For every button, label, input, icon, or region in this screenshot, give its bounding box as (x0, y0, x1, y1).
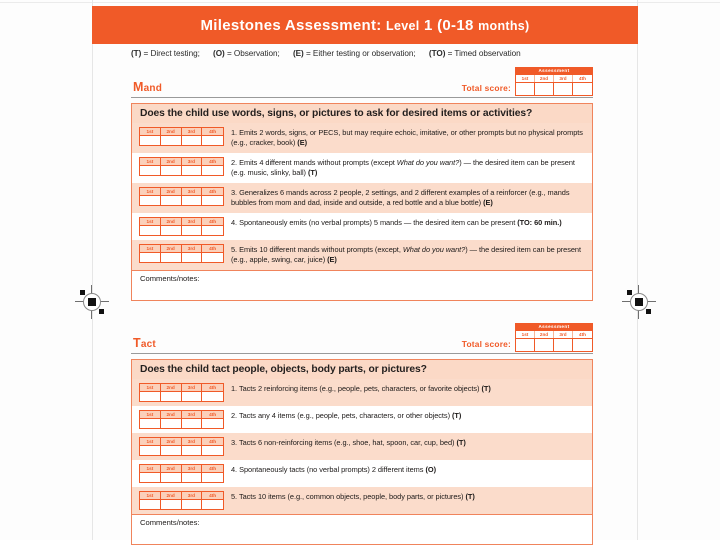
item-text (229, 433, 592, 460)
item-col-4th: 4th (202, 411, 223, 418)
legend-text-t: = Direct testing; (143, 49, 200, 58)
item-row (132, 460, 592, 487)
item-col-2nd: 2nd (161, 245, 182, 252)
item-score-blank-2nd[interactable] (161, 500, 182, 509)
item-score-headers (140, 128, 223, 135)
section-title-mand (133, 80, 162, 94)
legend-entry-direct-testing (131, 49, 200, 58)
item-col-2nd: 2nd (161, 128, 182, 135)
code-legend (131, 49, 593, 58)
registration-mark-quadrant (627, 290, 632, 295)
item-col-4th: 4th (202, 438, 223, 445)
item-code: (O) (425, 465, 436, 474)
score-cell (132, 460, 229, 487)
page-top-rule (0, 2, 720, 3)
item-score-headers (140, 218, 223, 225)
item-score-table (139, 187, 224, 206)
score-cell (132, 183, 229, 213)
item-code: (T) (465, 492, 475, 501)
assessment-score-blanks[interactable] (516, 338, 592, 351)
item-col-2nd: 2nd (161, 492, 182, 499)
assessment-col-3rd: 3rd (554, 331, 573, 338)
item-score-blank-4th[interactable] (202, 196, 223, 205)
registration-mark-dot (635, 298, 643, 306)
item-score-blank-3rd[interactable] (182, 473, 203, 482)
item-score-blank-3rd[interactable] (182, 392, 203, 401)
assessment-col-3rd: 3rd (554, 75, 573, 82)
assessment-table-title: Assessment (516, 68, 592, 74)
item-code: (T) (456, 438, 466, 447)
item-score-blank-1st[interactable] (140, 500, 161, 509)
item-col-1st: 1st (140, 188, 161, 195)
item-text (229, 460, 592, 487)
item-score-table (139, 491, 224, 510)
assessment-score-table-mand (515, 67, 593, 96)
item-col-3rd: 3rd (182, 158, 203, 165)
item-col-1st: 1st (140, 218, 161, 225)
score-cell (132, 213, 229, 240)
item-score-table (139, 157, 224, 176)
item-description-post: ) — the desired item can be present (e.g. music, slinky, ball) (231, 158, 575, 177)
section-title-rest: and (143, 83, 163, 94)
item-text (229, 123, 592, 153)
total-score-blank-4th[interactable] (573, 83, 592, 95)
item-col-2nd: 2nd (161, 438, 182, 445)
total-score-blank-2nd[interactable] (535, 339, 554, 351)
item-description: Generalizes 6 mands across 2 people, 2 settings, and 2 different examples of a reinforcer (e.g., mands bubbles from mom and dad, inside and outside, a red bottle and a blue bottle) (231, 188, 570, 207)
item-row (132, 183, 592, 213)
item-number: 2. (231, 158, 238, 167)
item-score-blank-1st[interactable] (140, 136, 161, 145)
item-row (132, 123, 592, 153)
item-col-1st: 1st (140, 438, 161, 445)
comments-area-mand[interactable] (132, 270, 592, 300)
registration-mark-quadrant (99, 309, 104, 314)
score-cell (132, 123, 229, 153)
item-row (132, 153, 592, 183)
question-block-mand (131, 103, 593, 301)
item-score-table (139, 464, 224, 483)
item-score-blanks[interactable] (140, 135, 223, 145)
item-number: 5. (231, 245, 238, 254)
score-cell (132, 240, 229, 270)
item-score-table (139, 244, 224, 263)
item-score-blank-4th[interactable] (202, 392, 223, 401)
item-score-blanks[interactable] (140, 499, 223, 509)
item-score-blank-4th[interactable] (202, 446, 223, 455)
item-description: Spontaneously emits (no verbal prompts) 5 mands — the desired item can be present (239, 218, 516, 227)
legend-code-e: (E) (292, 49, 304, 58)
section-title-initial: T (133, 336, 141, 350)
item-score-blank-3rd[interactable] (182, 446, 203, 455)
item-col-1st: 1st (140, 128, 161, 135)
item-col-4th: 4th (202, 188, 223, 195)
item-score-blank-2nd[interactable] (161, 166, 182, 175)
item-col-1st: 1st (140, 465, 161, 472)
item-description: Tacts 10 items (e.g., common objects, people, body parts, or pictures) (238, 492, 464, 501)
page-title (200, 17, 529, 34)
item-col-4th: 4th (202, 158, 223, 165)
score-cell (132, 487, 229, 514)
item-col-2nd: 2nd (161, 411, 182, 418)
registration-mark-left (75, 285, 109, 319)
assessment-col-4th: 4th (579, 76, 586, 81)
item-col-3rd: 3rd (182, 245, 203, 252)
score-cell (132, 153, 229, 183)
item-score-blank-2nd[interactable] (161, 136, 182, 145)
item-number: 1. (231, 384, 238, 393)
legend-code-to: (TO) (428, 49, 446, 58)
item-col-4th: 4th (202, 245, 223, 252)
comments-label: Comments/notes: (140, 274, 200, 283)
item-number: 4. (231, 465, 238, 474)
section-title-initial: M (133, 80, 144, 94)
item-description: Spontaneously tacts (no verbal prompts) 2 different items (239, 465, 424, 474)
item-score-blank-2nd[interactable] (161, 419, 182, 428)
legend-entry-either (293, 49, 416, 58)
item-score-blank-2nd[interactable] (161, 473, 182, 482)
section-title-rest: act (140, 339, 156, 350)
total-score-blank-1st[interactable] (516, 339, 535, 351)
item-description-italic: What do you want? (396, 158, 460, 167)
item-score-blank-3rd[interactable] (182, 419, 203, 428)
item-row (132, 406, 592, 433)
registration-mark-quadrant (80, 290, 85, 295)
item-col-4th: 4th (202, 492, 223, 499)
total-score-blank-1st[interactable] (516, 83, 535, 95)
item-code: (T) (307, 168, 318, 177)
assessment-score-blanks[interactable] (516, 82, 592, 95)
item-score-blank-2nd[interactable] (161, 196, 182, 205)
total-score-blank-3rd[interactable] (554, 83, 573, 95)
section-title-tact (133, 336, 156, 350)
question-text-mand: Does the child use words, signs, or pictures to ask for desired items or activities? (132, 104, 592, 123)
item-number: 5. (231, 492, 238, 501)
item-score-blank-4th[interactable] (202, 500, 223, 509)
item-score-blank-3rd[interactable] (182, 226, 203, 235)
item-score-blanks[interactable] (140, 252, 223, 262)
item-score-headers (140, 188, 223, 195)
page-title-months: months) (478, 18, 530, 33)
assessment-column-headers (516, 74, 592, 82)
item-score-blank-1st[interactable] (140, 226, 161, 235)
page-title-number: 1 (423, 16, 433, 34)
item-score-blanks[interactable] (140, 195, 223, 205)
item-score-blank-4th[interactable] (202, 253, 223, 262)
page-title-banner (92, 6, 638, 44)
total-score-blank-2nd[interactable] (535, 83, 554, 95)
plate-edge-left (92, 0, 93, 540)
item-col-3rd: 3rd (182, 218, 203, 225)
item-score-blank-4th[interactable] (202, 473, 223, 482)
assessment-column-headers (516, 330, 592, 338)
item-col-1st: 1st (140, 384, 161, 391)
item-text (229, 406, 592, 433)
item-col-4th: 4th (202, 384, 223, 391)
item-col-3rd: 3rd (182, 188, 203, 195)
item-score-blank-1st[interactable] (140, 196, 161, 205)
question-block-tact (131, 359, 593, 545)
item-score-blank-3rd[interactable] (182, 166, 203, 175)
item-code: (E) (297, 138, 307, 147)
legend-text-o: = Observation; (226, 49, 280, 58)
item-score-table (139, 217, 224, 236)
legend-entry-observation (213, 49, 280, 58)
item-score-blanks[interactable] (140, 418, 223, 428)
assessment-score-table-tact (515, 323, 593, 352)
item-score-blank-2nd[interactable] (161, 253, 182, 262)
item-col-4th: 4th (202, 465, 223, 472)
registration-mark-right (622, 285, 656, 319)
item-number: 2. (231, 411, 238, 420)
item-score-blank-2nd[interactable] (161, 446, 182, 455)
score-cell (132, 406, 229, 433)
item-code: (E) (327, 255, 337, 264)
item-score-headers (140, 465, 223, 472)
assessment-col-1st: 1st (516, 75, 535, 82)
item-score-table (139, 437, 224, 456)
total-score-blank-3rd[interactable] (554, 339, 573, 351)
assessment-table-title: Assessment (516, 324, 592, 330)
item-number: 3. (231, 188, 238, 197)
section-header-mand (131, 68, 593, 98)
item-col-3rd: 3rd (182, 492, 203, 499)
item-description: Tacts 6 non-reinforcing items (e.g., shoe, hat, spoon, car, cup, bed) (238, 438, 455, 447)
assessment-col-1st: 1st (516, 331, 535, 338)
item-score-table (139, 127, 224, 146)
item-row (132, 487, 592, 514)
item-score-blank-1st[interactable] (140, 446, 161, 455)
item-text (229, 213, 592, 240)
item-score-blank-2nd[interactable] (161, 226, 182, 235)
page-title-level: Level (386, 18, 420, 33)
item-score-blank-3rd[interactable] (182, 253, 203, 262)
item-score-headers (140, 411, 223, 418)
item-number: 4. (231, 218, 238, 227)
item-row (132, 240, 592, 270)
item-score-headers (140, 438, 223, 445)
item-score-blank-1st[interactable] (140, 392, 161, 401)
item-description-italic: What do you want? (402, 245, 466, 254)
score-cell (132, 379, 229, 406)
item-score-blank-4th[interactable] (202, 419, 223, 428)
item-score-blank-4th[interactable] (202, 226, 223, 235)
item-description: Emits 2 words, signs, or PECS, but may require echoic, imitative, or other prompts but no physical prompts (e.g., cracker, book) (231, 128, 583, 147)
item-score-table (139, 410, 224, 429)
item-col-4th: 4th (202, 218, 223, 225)
item-row (132, 433, 592, 460)
score-cell (132, 433, 229, 460)
item-description-post: ) — the desired item can be present (e.g., apple, swing, car, juice) (231, 245, 581, 264)
item-score-blanks[interactable] (140, 472, 223, 482)
item-score-table (139, 383, 224, 402)
legend-text-e: = Either testing or observation; (305, 49, 416, 58)
item-score-blank-1st[interactable] (140, 419, 161, 428)
comments-label: Comments/notes: (140, 518, 200, 527)
section-header-tact (131, 324, 593, 354)
legend-entry-timed-observation (429, 49, 521, 58)
item-col-4th: 4th (202, 128, 223, 135)
item-description-pre: Emits 10 different mands without prompts (except, (239, 245, 403, 254)
item-rows-mand (132, 123, 592, 270)
registration-mark-dot (88, 298, 96, 306)
item-col-3rd: 3rd (182, 411, 203, 418)
item-text (229, 240, 592, 270)
item-col-3rd: 3rd (182, 438, 203, 445)
assessment-col-2nd: 2nd (535, 75, 554, 82)
item-score-blank-4th[interactable] (202, 136, 223, 145)
total-score-label-tact: Total score: (461, 339, 511, 349)
item-score-blanks[interactable] (140, 225, 223, 235)
item-score-blank-3rd[interactable] (182, 500, 203, 509)
item-col-1st: 1st (140, 492, 161, 499)
item-number: 1. (231, 128, 238, 137)
item-row (132, 213, 592, 240)
question-text-tact: Does the child tact people, objects, body parts, or pictures? (132, 360, 592, 379)
item-col-2nd: 2nd (161, 158, 182, 165)
item-text (229, 487, 592, 514)
item-row (132, 379, 592, 406)
item-code: (TO: 60 min.) (517, 218, 562, 227)
item-col-2nd: 2nd (161, 188, 182, 195)
item-description: Tacts 2 reinforcing items (e.g., people, pets, characters, or favorite objects) (238, 384, 480, 393)
section-tact (131, 324, 593, 545)
item-col-3rd: 3rd (182, 465, 203, 472)
page-title-range: (0-18 (437, 16, 474, 34)
item-score-headers (140, 245, 223, 252)
legend-code-t: (T) (131, 49, 142, 58)
item-description-pre: Emits 4 different mands without prompts (except (239, 158, 397, 167)
item-score-headers (140, 492, 223, 499)
item-score-blank-1st[interactable] (140, 473, 161, 482)
item-text (229, 183, 592, 213)
page-title-main: Milestones Assessment: (200, 16, 382, 34)
item-score-blanks[interactable] (140, 165, 223, 175)
item-code: (T) (452, 411, 462, 420)
item-col-1st: 1st (140, 411, 161, 418)
item-score-blank-4th[interactable] (202, 166, 223, 175)
section-mand (131, 68, 593, 301)
item-col-3rd: 3rd (182, 128, 203, 135)
item-col-2nd: 2nd (161, 384, 182, 391)
legend-code-o: (O) (213, 49, 225, 58)
item-code: (T) (481, 384, 491, 393)
item-rows-tact (132, 379, 592, 514)
item-description: Tacts any 4 items (e.g., people, pets, characters, or other objects) (238, 411, 450, 420)
item-score-blank-3rd[interactable] (182, 136, 203, 145)
item-score-blank-1st[interactable] (140, 166, 161, 175)
legend-text-to: = Timed observation (447, 49, 521, 58)
item-code: (E) (483, 198, 493, 207)
item-col-1st: 1st (140, 158, 161, 165)
item-score-blanks[interactable] (140, 445, 223, 455)
item-score-blank-2nd[interactable] (161, 392, 182, 401)
item-text (229, 153, 592, 183)
registration-mark-quadrant (646, 309, 651, 314)
item-text (229, 379, 592, 406)
item-score-blank-1st[interactable] (140, 253, 161, 262)
item-col-3rd: 3rd (182, 384, 203, 391)
assessment-col-4th: 4th (579, 332, 586, 337)
plate-edge-right (637, 0, 638, 540)
item-score-blank-3rd[interactable] (182, 196, 203, 205)
item-col-1st: 1st (140, 245, 161, 252)
assessment-col-2nd: 2nd (535, 331, 554, 338)
total-score-blank-4th[interactable] (573, 339, 592, 351)
item-col-2nd: 2nd (161, 465, 182, 472)
item-score-headers (140, 384, 223, 391)
item-score-headers (140, 158, 223, 165)
item-score-blanks[interactable] (140, 391, 223, 401)
item-col-2nd: 2nd (161, 218, 182, 225)
total-score-label-mand: Total score: (461, 83, 511, 93)
item-number: 3. (231, 438, 238, 447)
